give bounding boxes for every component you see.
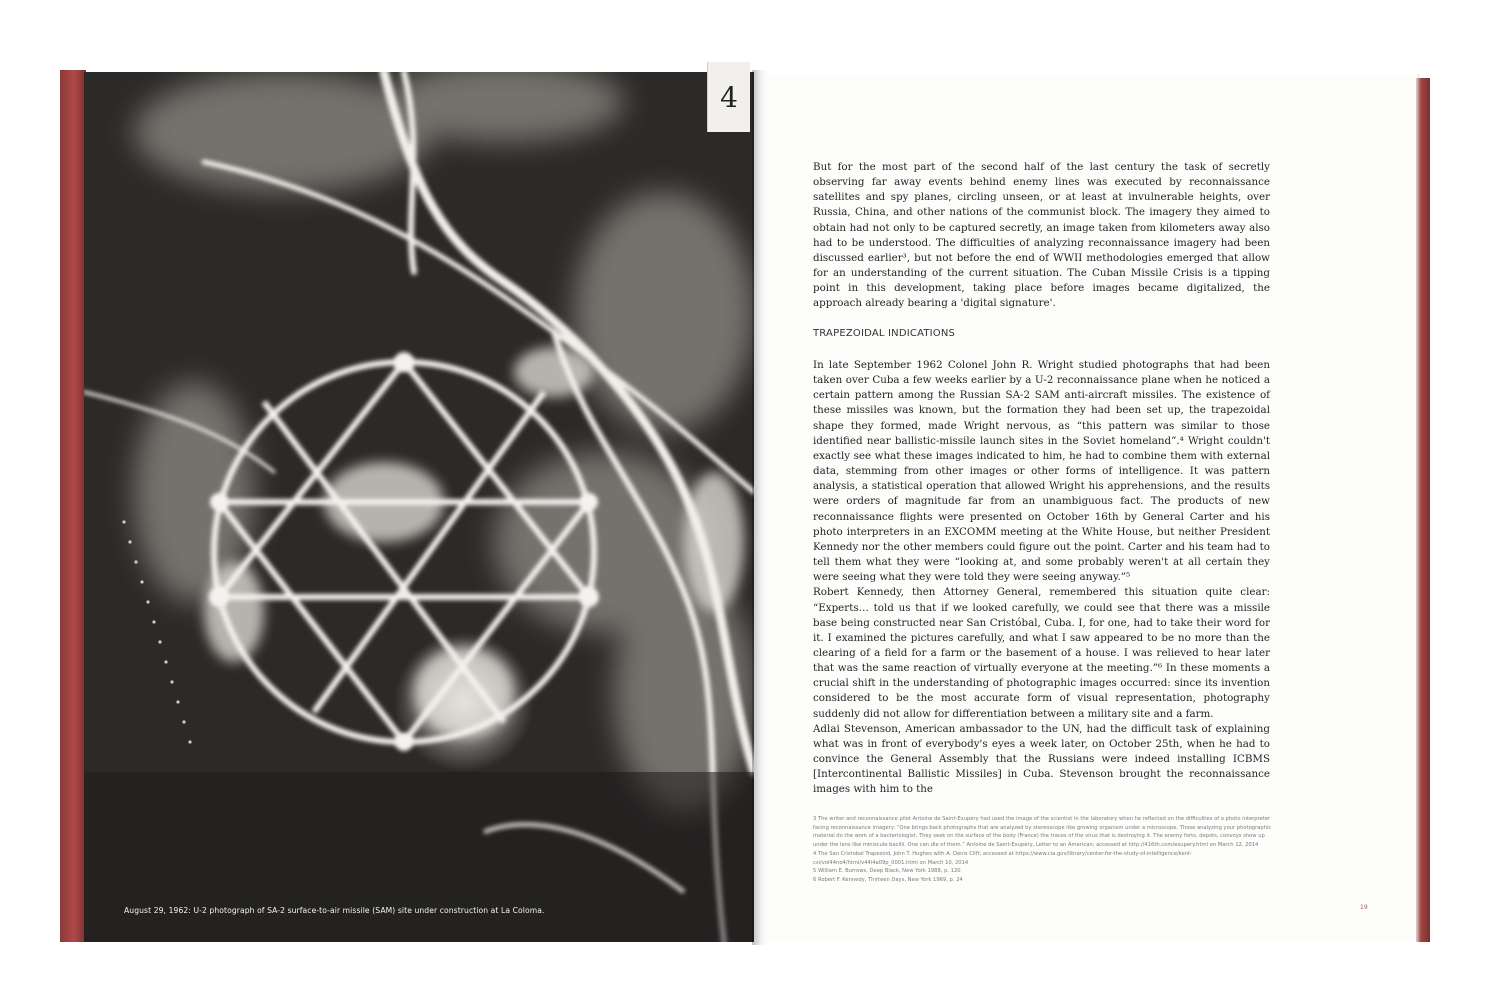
aerial-photograph [84, 72, 754, 942]
body-paragraph-1 [813, 160, 1270, 312]
paragraph-text: But for the most part of the second half of the last century the task of secretly observing far away events behind enemy lines was executed by reconnaissance satellites and spy planes, circling unseen, or at least at invulnerable heights, over Russia, China, and other nations of the communist block. The imagery they aimed to obtain had not only to be captured secretly, an image taken from kilometers away also had to be understood. The difficulties of analyzing reconnaissance imagery had been discussed earlier³, but not before the end of WWII methodologies emerged that allow for an understanding of the current situation. The Cuban Missile Crisis is a tipping point in this development, taking place before images became digitalized, the approach already bearing a 'digital signature'. [813, 161, 1270, 310]
footnote-3: 3 The writer and reconnaissance pilot Antoine de Saint-Exupéry had used the image of the scientist in the laboratory when he reflected on the difficulties of a photo interpreter facing reconnaissance imagery: “One brings back photographs that are analyzed by stereoscope like growing organism under a microscope. Those analyzing your photographic material do the work of a bacteriologist. They seek on the surface of the body (France) the traces of the virus that is destroying it. The enemy forts, depots, convoys show up under the lens like miniscule bacilli. One can die of them.” Antoine de Saint-Exupéry, Letter to an American; accessed at http://416th.com/exupery.html on March 12, 2014 [813, 816, 1272, 849]
photo-caption: August 29, 1962: U-2 photograph of SA-2 surface-to-air missile (SAM) site under construction at La Coloma. [124, 906, 545, 915]
body-paragraph-2: In late September 1962 Colonel John R. Wright studied photographs that had been taken over Cuba a few weeks earlier by a U-2 reconnaissance plane when he noticed a certain pattern among the Russian SA-2 SAM anti-aircraft missiles. The existence of these missiles was known, but the formation they had been set up, the trapezoidal shape they formed, made Wright nervous, as “this pattern was similar to those identified near ballistic-missile launch sites in the Soviet homeland”.⁴ Wright couldn't exactly see what these images indicated to him, he had to combine them with external data, stemming from other images or other forms of intelligence. It was pattern analysis, a statistical operation that allowed Wright his apprehensions, and the results were orders of magnitude far from an unambiguous fact. The products of new reconnaissance flights were presented on October 16th by General Carter and his photo interpreters in an EXCOMM meeting at the White House, but neither President Kennedy nor the other members could figure out the point. Carter and his team had to tell them what they were “looking at, and some probably weren't at all certain they were seeing what they were told they were seeing anyway.”⁵ [813, 359, 1270, 584]
left-page-edge [60, 70, 86, 942]
footnote-4: 4 The San Cristobal Trapezoid, John T. Hughes with A. Denis Clift; accessed at https://www.cia.gov/library/center-for-the-study-of-intelligence/kent-csi/vol44no4/html/v44i4a09p_0001.html on March 10, 2014 [813, 850, 1192, 866]
aerial-photo-drawing [84, 72, 754, 942]
footnote-5: 5 William E. Burrows, Deep Black, New York 1988, p. 120 [813, 868, 961, 875]
right-page-edge [1416, 78, 1430, 942]
footnote-6: 6 Robert F. Kennedy, Thirteen Days, New York 1969, p. 24 [813, 876, 963, 883]
page-number: 19 [1360, 904, 1368, 911]
footnotes [813, 815, 1273, 885]
body-paragraph-3: Robert Kennedy, then Attorney General, remembered this situation quite clear: “Experts… told us that if we looked carefully, we could see that there was a missile base being constructed near San Cristóbal, Cuba. I, for one, had to take their word for it. I examined the pictures carefully, and what I saw appeared to be no more than the clearing of a field for a farm or the basement of a house. I was relieved to hear later that was the same reaction of virtually everyone at the meeting.”⁶ In these moments a crucial shift in the understanding of photographic images occurred: since its invention considered to be the most accurate form of visual representation, photography suddenly did not allow for differentiation between a military site and a farm. [813, 586, 1270, 720]
body-paragraphs [813, 358, 1270, 798]
body-paragraph-4: Adlai Stevenson, American ambassador to the UN, had the difficult task of explaining what was in front of everybody's eyes a week later, on October 25th, when he had to convince the General Assembly that the Russians were indeed installing ICBMS [Intercontinental Ballistic Missiles] in Cuba. Stevenson brought the reconnaissance images with him to the [813, 722, 1270, 796]
section-heading: TRAPEZOIDAL INDICATIONS [813, 328, 956, 339]
book-spine [752, 70, 768, 945]
chapter-number-tab: 4 [707, 62, 750, 132]
